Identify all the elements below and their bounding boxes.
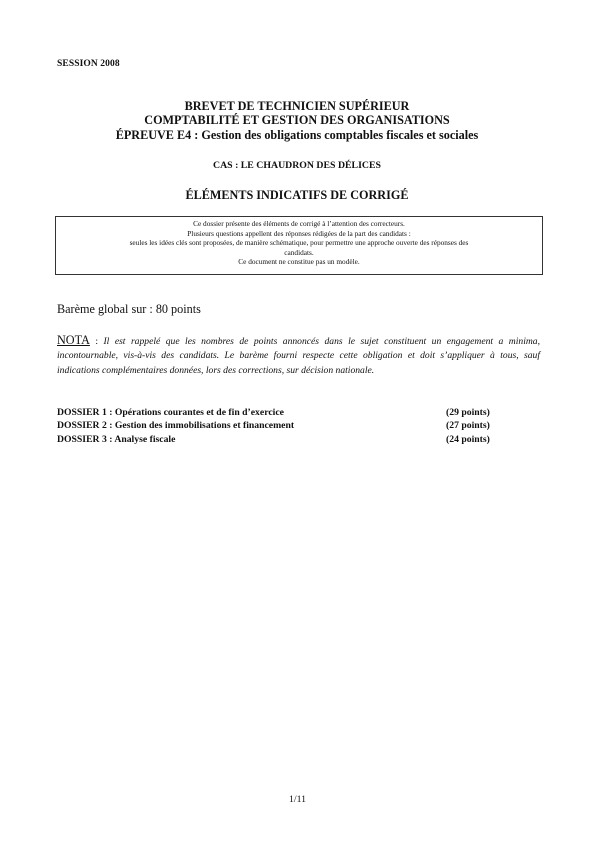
dossier-label: DOSSIER 1 : Opérations courantes et de fin d’exercice xyxy=(57,407,284,418)
nota-separator: : xyxy=(89,336,104,347)
nota-paragraph xyxy=(57,333,540,378)
dossier-row xyxy=(57,419,502,432)
nota-label: NOTA xyxy=(57,333,90,347)
nota-text: Il est rappelé que les nombres de points annoncés dans le sujet constituent un engagement a minima, incontournable, vis-à-vis des candidats. Le barème fourni respecte cette obligation et doit s’appliquer à tous, sauf indications complémentaires données, lors des corrections, sur décision nationale. xyxy=(57,336,540,376)
dossier-label: DOSSIER 3 : Analyse fiscale xyxy=(57,433,176,445)
session-label: SESSION 2008 xyxy=(57,59,120,69)
notice-line: Ce document ne constitue pas un modèle. xyxy=(238,257,360,267)
notice-box xyxy=(55,216,543,275)
corrige-title: ÉLÉMENTS INDICATIFS DE CORRIGÉ xyxy=(185,188,409,202)
dossier-row xyxy=(57,406,502,419)
exam-header xyxy=(57,99,537,142)
dossier-list xyxy=(57,406,502,446)
page-number: 1/11 xyxy=(288,794,307,805)
exam-title-line-2: COMPTABILITÉ ET GESTION DES ORGANISATIONS xyxy=(144,113,450,128)
dossier-label: DOSSIER 2 : Gestion des immobilisations et financement xyxy=(57,420,295,432)
notice-line: Ce dossier présente des éléments de corrigé à l’attention des correcteurs. xyxy=(193,219,405,228)
notice-line: candidats. xyxy=(284,247,314,257)
dossier-row xyxy=(57,433,502,446)
dossier-points: (24 points) xyxy=(446,433,490,445)
case-title: CAS : LE CHAUDRON DES DÉLICES xyxy=(213,160,381,171)
dossier-points: (29 points) xyxy=(446,407,490,418)
notice-line: seules les idées clés sont proposées, de manière schématique, pour permettre une approche ouverte des réponses des xyxy=(129,238,469,248)
exam-title-line-3: ÉPREUVE E4 : Gestion des obligations comptables fiscales et sociales xyxy=(115,127,479,142)
exam-title-line-1: BREVET DE TECHNICIEN SUPÉRIEUR xyxy=(184,99,410,113)
bareme-global: Barème global sur : 80 points xyxy=(57,302,201,316)
dossier-points: (27 points) xyxy=(446,420,490,432)
notice-line: Plusieurs questions appellent des réponses rédigées de la part des candidats : xyxy=(187,228,411,238)
